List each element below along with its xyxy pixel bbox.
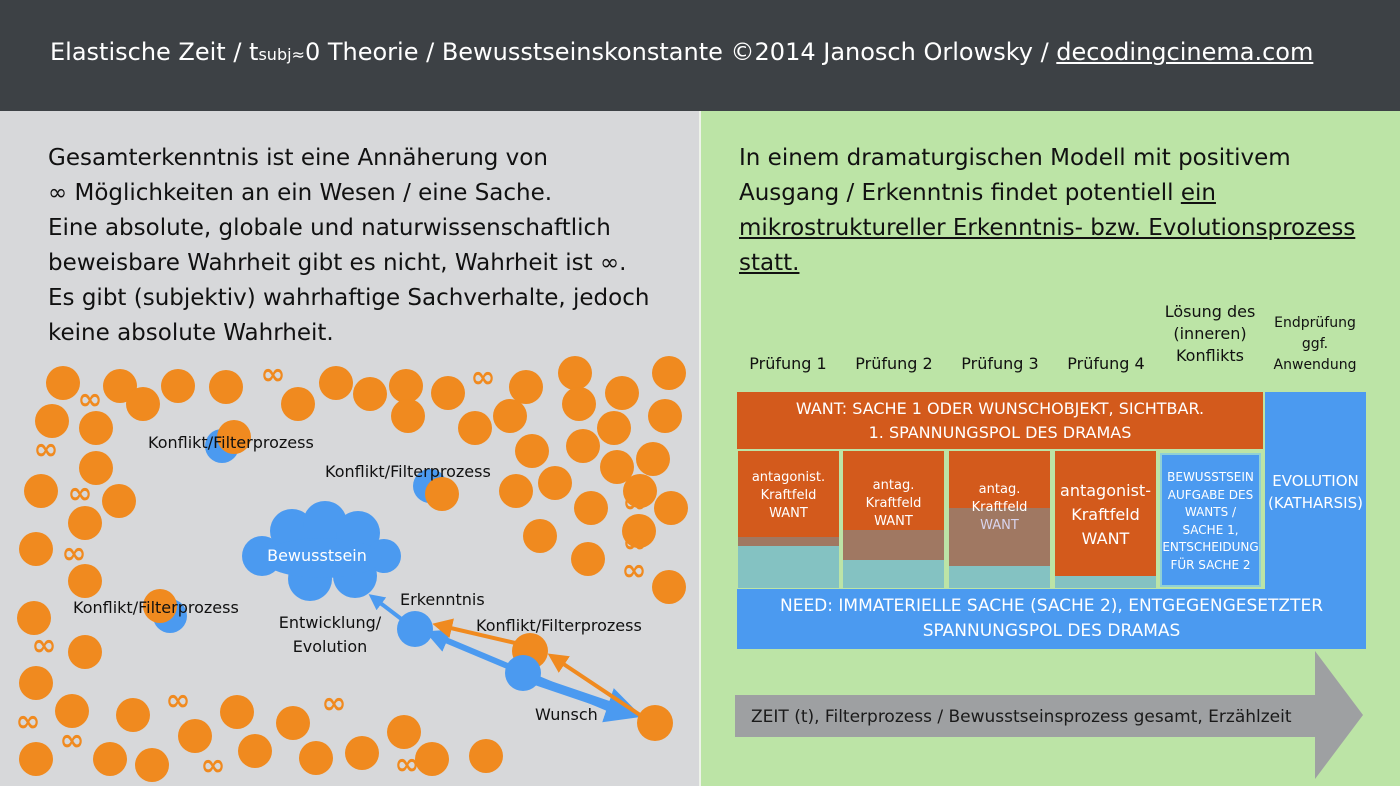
konflikt-label: Konflikt/Filterprozess bbox=[325, 462, 491, 481]
possibility-dot bbox=[600, 450, 634, 484]
possibility-dot bbox=[46, 366, 80, 400]
possibility-dot bbox=[523, 519, 557, 553]
column-label-line: antagonist. bbox=[751, 470, 826, 485]
column-label-line: antag. bbox=[978, 482, 1021, 497]
left-text-line: beweisbare Wahrheit gibt es nicht, Wahrheit ist ∞. bbox=[48, 250, 627, 276]
header-title-part: Elastische Zeit / t bbox=[50, 38, 259, 66]
konflikt-label: Konflikt/Filterprozess bbox=[476, 616, 642, 635]
possibility-dot bbox=[391, 399, 425, 433]
possibility-dot bbox=[597, 411, 631, 445]
column-label-line: Kraftfeld bbox=[760, 488, 817, 503]
possibility-dot bbox=[562, 387, 596, 421]
need-line: NEED: IMMATERIELLE SACHE (SACHE 2), ENTGEGENGESETZTER bbox=[779, 596, 1324, 616]
possibility-dot bbox=[126, 387, 160, 421]
need-line: SPANNUNGSPOL DES DRAMAS bbox=[922, 621, 1181, 641]
possibility-dot bbox=[605, 376, 639, 410]
evolution-label: Evolution bbox=[292, 637, 368, 656]
evolution-line: (KATHARSIS) bbox=[1268, 494, 1363, 512]
want-line: WANT: SACHE 1 ODER WUNSCHOBJEKT, SICHTBAR. bbox=[795, 399, 1205, 418]
right-text-part: Ausgang / Erkenntnis findet potentiell bbox=[739, 180, 1181, 206]
header-bar bbox=[0, 0, 1400, 111]
header-end-line: Anwendung bbox=[1273, 357, 1357, 373]
infinity-symbol: ∞ bbox=[67, 476, 93, 511]
possibility-dot bbox=[415, 742, 449, 776]
column-label-line: WANT bbox=[1081, 529, 1130, 548]
filter-node-overlap bbox=[425, 477, 459, 511]
possibility-dot bbox=[509, 370, 543, 404]
wunsch-node bbox=[505, 655, 541, 691]
loesung-line: WANTS / bbox=[1184, 505, 1237, 519]
column-label-line: antag. bbox=[872, 478, 915, 493]
possibility-dot bbox=[281, 387, 315, 421]
header-loesung-line: (inneren) bbox=[1173, 324, 1247, 343]
possibility-dot bbox=[102, 484, 136, 518]
header-pruefung-1: Prüfung 1 bbox=[749, 354, 827, 373]
want-line: 1. SPANNUNGSPOL DES DRAMAS bbox=[868, 423, 1132, 442]
possibility-dot bbox=[238, 734, 272, 768]
possibility-dot bbox=[345, 736, 379, 770]
possibility-dot bbox=[499, 474, 533, 508]
possibility-dot bbox=[574, 491, 608, 525]
possibility-dot bbox=[19, 742, 53, 776]
possibilities-diagram bbox=[0, 111, 699, 786]
possibility-dot bbox=[276, 706, 310, 740]
header-loesung-line: Lösung des bbox=[1164, 302, 1256, 321]
possibility-dot bbox=[648, 399, 682, 433]
possibility-dot bbox=[93, 742, 127, 776]
column-label-line: WANT bbox=[980, 518, 1019, 533]
possibility-dot bbox=[116, 698, 150, 732]
evolution-line: EVOLUTION bbox=[1272, 472, 1359, 490]
possibility-dot bbox=[654, 491, 688, 525]
loesung-line: SACHE 1, bbox=[1182, 522, 1239, 537]
erkenntnis-label: Erkenntnis bbox=[400, 590, 485, 609]
infinity-symbol: ∞ bbox=[33, 432, 59, 467]
konflikt-label: Konflikt/Filterprozess bbox=[73, 598, 239, 617]
header-title bbox=[50, 38, 1313, 66]
column-label-line: Kraftfeld bbox=[971, 500, 1028, 515]
loesung-line: BEWUSSTSEIN bbox=[1167, 470, 1254, 484]
infinity-symbol: ∞ bbox=[77, 382, 103, 417]
infinity-symbol: ∞ bbox=[394, 747, 420, 782]
possibility-dot bbox=[299, 741, 333, 775]
header-end-line: Endprüfung bbox=[1274, 315, 1356, 331]
erkenntnis-node bbox=[397, 611, 433, 647]
header-website-link[interactable]: decodingcinema.com bbox=[1056, 38, 1314, 66]
konflikt-label: Konflikt/Filterprozess bbox=[148, 433, 314, 452]
possibility-dot bbox=[652, 356, 686, 390]
header-pruefung-3: Prüfung 3 bbox=[961, 354, 1039, 373]
column-label-line: WANT bbox=[874, 514, 913, 529]
possibility-dot bbox=[24, 474, 58, 508]
infinity-symbol: ∞ bbox=[470, 360, 496, 395]
infinity-symbol: ∞ bbox=[200, 748, 226, 783]
possibility-dot bbox=[19, 532, 53, 566]
bewusstsein-label: Bewusstsein bbox=[267, 546, 367, 565]
infinity-symbol: ∞ bbox=[260, 357, 286, 392]
infinity-symbol: ∞ bbox=[15, 704, 41, 739]
possibility-dot bbox=[19, 666, 53, 700]
possibility-dot bbox=[209, 370, 243, 404]
column-label-line: antagonist- bbox=[1060, 481, 1151, 500]
left-text-line: Gesamterkenntnis ist eine Annäherung von bbox=[48, 145, 548, 171]
infinity-symbol: ∞ bbox=[59, 723, 85, 758]
header-loesung-line: Konflikts bbox=[1175, 346, 1245, 365]
right-text-line: mikrostruktureller Erkenntnis- bzw. Evolutionsprozess bbox=[739, 215, 1356, 241]
entwicklung-label: Entwicklung/ bbox=[278, 613, 382, 632]
possibility-dot bbox=[515, 434, 549, 468]
possibility-dot bbox=[68, 635, 102, 669]
possibility-dot bbox=[566, 429, 600, 463]
possibility-dot bbox=[220, 695, 254, 729]
infinity-symbol: ∞ bbox=[621, 553, 647, 588]
column-label-line: Kraftfeld bbox=[865, 496, 922, 511]
left-panel bbox=[0, 111, 699, 786]
time-arrow bbox=[701, 111, 1400, 786]
possibility-dot bbox=[353, 377, 387, 411]
possibility-dot bbox=[652, 570, 686, 604]
column-label-line: Kraftfeld bbox=[1071, 505, 1140, 524]
possibility-dot bbox=[387, 715, 421, 749]
left-text-line: Eine absolute, globale und naturwissenschaftlich bbox=[48, 215, 611, 241]
possibility-dot bbox=[389, 369, 423, 403]
header-pruefung-2: Prüfung 2 bbox=[855, 354, 933, 373]
possibility-dot bbox=[68, 506, 102, 540]
possibility-dot bbox=[469, 739, 503, 773]
loesung-line: FÜR SACHE 2 bbox=[1170, 557, 1251, 572]
header-end-line: ggf. bbox=[1301, 336, 1329, 352]
time-arrow-label: ZEIT (t), Filterprozess / Bewusstseinsprozess gesamt, Erzählzeit bbox=[751, 707, 1292, 727]
infinity-symbol: ∞ bbox=[61, 536, 87, 571]
infinity-symbol: ∞ bbox=[165, 683, 191, 718]
column-label-line: WANT bbox=[769, 506, 808, 521]
infinity-symbol: ∞ bbox=[31, 628, 57, 663]
left-text-line: keine absolute Wahrheit. bbox=[48, 320, 334, 346]
left-text-line: Es gibt (subjektiv) wahrhaftige Sachverhalte, jedoch bbox=[48, 285, 650, 311]
wunsch-label: Wunsch bbox=[535, 705, 598, 724]
right-text-line: statt. bbox=[739, 250, 800, 276]
possibility-dot bbox=[636, 442, 670, 476]
header-title-subscript: subj≈ bbox=[258, 45, 305, 64]
header-title-part: 0 Theorie / Bewusstseinskonstante ©2014 Janosch Orlowsky / bbox=[304, 38, 1057, 66]
possibility-dot bbox=[571, 542, 605, 576]
possibility-dot bbox=[135, 748, 169, 782]
header-pruefung-4: Prüfung 4 bbox=[1067, 354, 1145, 373]
infinity-symbol: ∞ bbox=[622, 485, 648, 520]
right-text-underlined: ein bbox=[1180, 180, 1216, 206]
left-text-line: ∞ Möglichkeiten an ein Wesen / eine Sache. bbox=[48, 180, 553, 206]
possibility-dot bbox=[319, 366, 353, 400]
loesung-line: AUFGABE DES bbox=[1167, 487, 1254, 502]
wunsch-target-node bbox=[637, 705, 673, 741]
possibility-dot bbox=[558, 356, 592, 390]
infinity-symbol: ∞ bbox=[622, 525, 648, 560]
right-text-line: In einem dramaturgischen Modell mit positivem bbox=[739, 145, 1291, 171]
possibility-dot bbox=[493, 399, 527, 433]
possibility-dot bbox=[458, 411, 492, 445]
possibility-dot bbox=[161, 369, 195, 403]
loesung-line: ENTSCHEIDUNG bbox=[1162, 540, 1259, 554]
possibility-dot bbox=[431, 376, 465, 410]
possibility-dot bbox=[538, 466, 572, 500]
infinity-symbol: ∞ bbox=[321, 686, 347, 721]
right-panel bbox=[701, 111, 1400, 786]
